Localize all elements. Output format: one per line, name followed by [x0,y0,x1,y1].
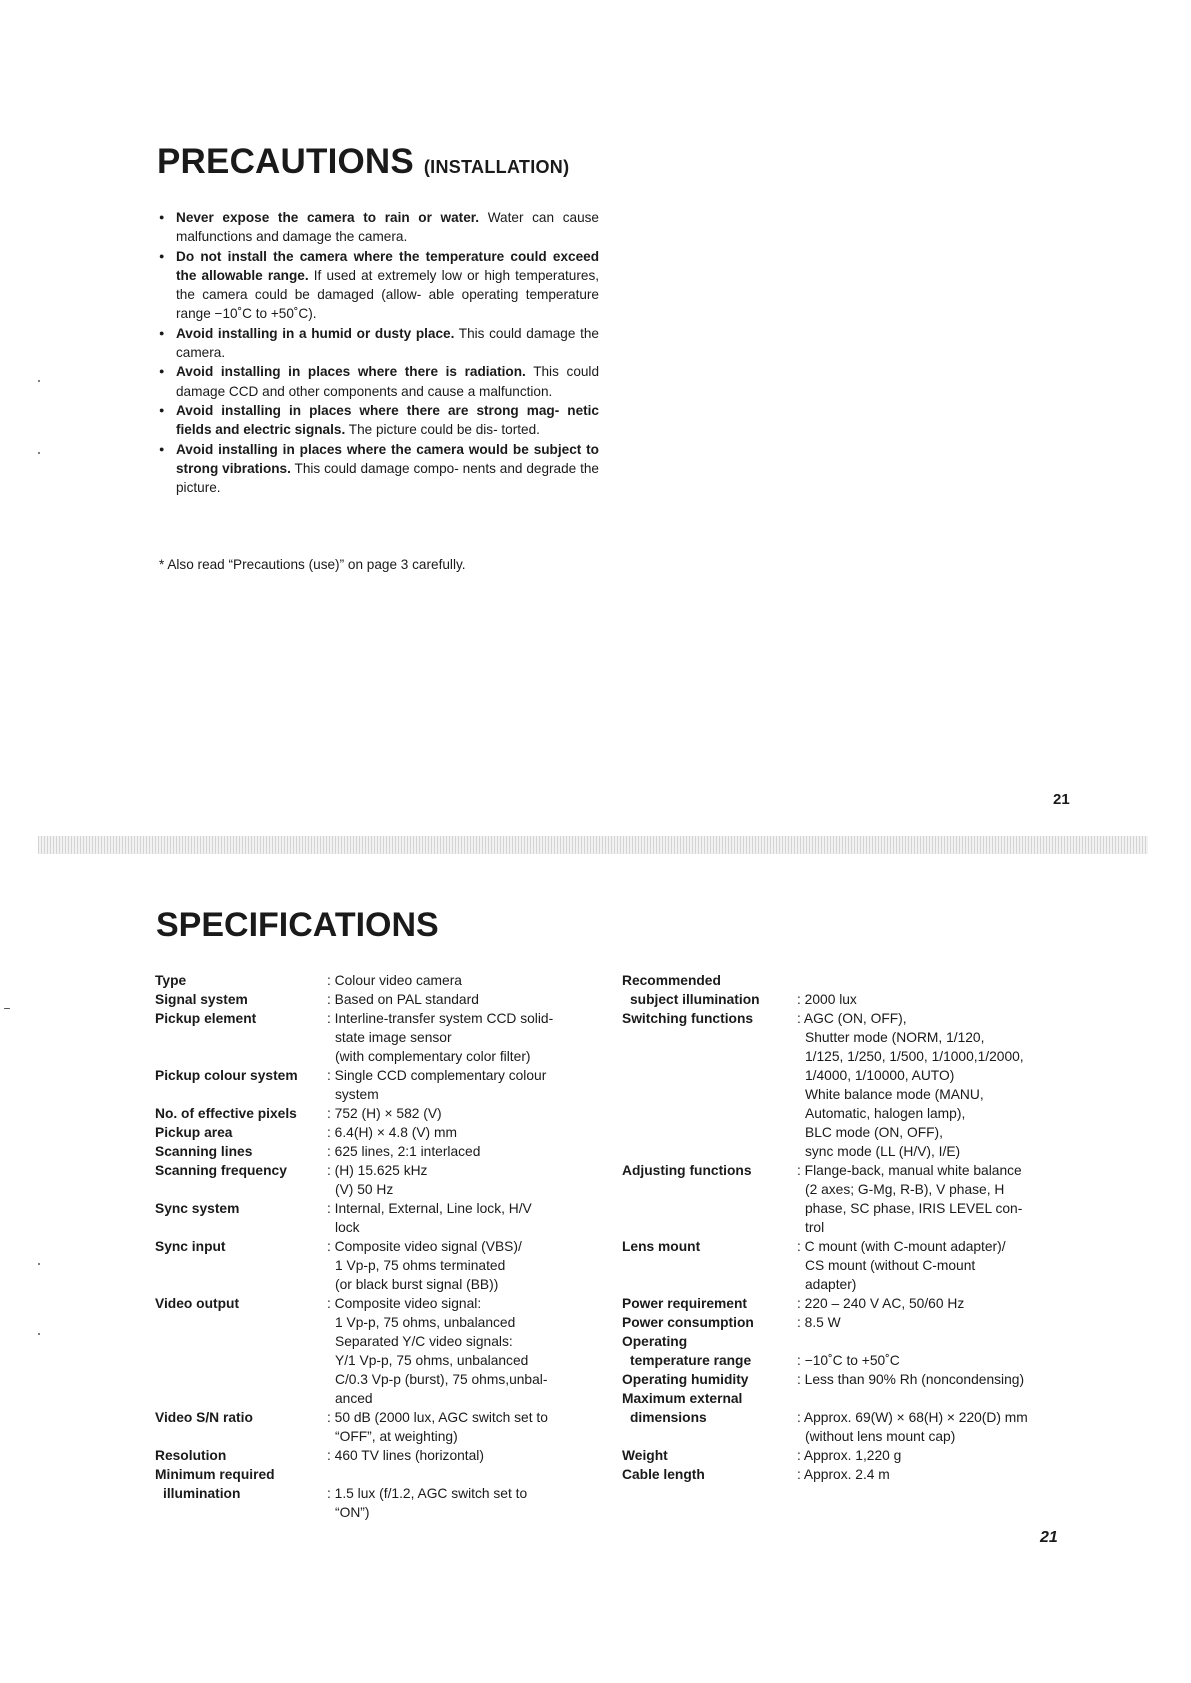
spec-label-line: Resolution [155,1448,227,1463]
spec-value-line: : Approx. 69(W) × 68(H) × 220(D) mm [797,1410,1028,1425]
spec-value [327,1446,595,1465]
spec-value-text: BLC mode (ON, OFF), [805,1125,943,1140]
spec-label [622,1446,797,1465]
spec-label-line: Maximum external [622,1391,743,1406]
spec-label [155,1009,327,1066]
spec-row [155,1142,595,1161]
spec-value-text: state image sensor [335,1030,452,1045]
spec-value-line: : −10˚C to +50˚C [797,1353,900,1368]
spec-value-line [797,1199,1072,1218]
spec-value-text: Interline-transfer system CCD solid- [334,1011,554,1026]
spec-value-text: Approx. 2.4 m [803,1467,890,1482]
spec-row [155,971,595,990]
spec-value-line: : Approx. 2.4 m [797,1467,890,1482]
spec-value [797,971,1072,1009]
spec-value-text: phase, SC phase, IRIS LEVEL con- [805,1201,1023,1216]
spec-label [155,1237,327,1294]
scan-speck [38,452,40,454]
spec-label-line: Operating humidity [622,1372,749,1387]
spec-value-line [797,1389,1072,1408]
spec-value-text: Automatic, halogen lamp), [805,1106,966,1121]
spec-label-line: Cable length [622,1467,705,1482]
page-number-top: 21 [1053,791,1070,808]
scan-speck [38,1263,40,1265]
spec-value-line [797,1047,1072,1066]
scan-speck [38,380,40,382]
precaution-bold-text: Avoid installing in places where there are strong mag- [176,402,560,418]
specifications-title: SPECIFICATIONS [156,906,439,944]
spec-value [327,1009,595,1066]
spec-value-text: system [335,1087,379,1102]
spec-value-text: 6.4(H) × 4.8 (V) mm [334,1125,457,1140]
precaution-text: Water can [487,210,555,225]
spec-value-text: 1 Vp-p, 75 ohms, unbalanced [335,1315,516,1330]
spec-value-text: trol [805,1220,825,1235]
precautions-title [157,142,569,182]
spec-value [327,1294,595,1408]
spec-value-line [797,1427,1072,1446]
spec-value-text: White balance mode (MANU, [805,1087,984,1102]
spec-value-text: −10˚C to +50˚C [804,1353,900,1368]
precautions-heading: PRECAUTIONS [157,142,414,181]
precaution-bold-text: Do not install the camera where the temperature could [176,248,547,264]
spec-label [622,1465,797,1484]
precaution-bold-text: Avoid installing in places where there is radiation. [176,364,526,380]
spec-label-line: dimensions [630,1410,707,1425]
spec-value [327,1199,595,1237]
spec-label-line: Power consumption [622,1315,754,1330]
spec-label [622,1389,797,1446]
spec-label-line: Sync input [155,1239,226,1254]
specifications-left-column [155,971,595,1522]
spec-value-line [327,1085,595,1104]
spec-label [622,1313,797,1332]
spec-row [155,1446,595,1465]
precaution-bold-text: Avoid installing in places where the camera would be [176,441,529,457]
scan-gutter-strip [38,836,1148,854]
spec-value-line: : Approx. 1,220 g [797,1448,902,1463]
spec-label [155,1066,327,1104]
spec-value-line [327,1332,595,1351]
spec-row [155,1408,595,1446]
spec-value-line: : 220 – 240 V AC, 50/60 Hz [797,1296,965,1311]
spec-value-text: C/0.3 Vp-p (burst), 75 ohms,unbal- [335,1372,548,1387]
spec-value-text: C mount (with C-mount adapter)/ [804,1239,1006,1254]
spec-value-line [327,1256,595,1275]
spec-row [155,1237,595,1294]
spec-value [797,1237,1072,1294]
spec-label-line: subject illumination [630,992,760,1007]
precaution-item [159,208,599,247]
spec-value-text: 8.5 W [804,1315,841,1330]
spec-label-line: Sync system [155,1201,240,1216]
spec-value-text: 1 Vp-p, 75 ohms terminated [335,1258,506,1273]
spec-value-text: adapter) [805,1277,857,1292]
spec-row [622,971,1072,1009]
spec-value-line: : Internal, External, Line lock, H/V [327,1201,532,1216]
spec-row [622,1313,1072,1332]
spec-value-line [797,1180,1072,1199]
spec-value-text: anced [335,1391,373,1406]
spec-label [155,1446,327,1465]
spec-value-line: : (H) 15.625 kHz [327,1163,428,1178]
spec-value-text: 625 lines, 2:1 interlaced [334,1144,481,1159]
precaution-text: torted. [501,422,540,438]
precaution-text: This could [458,325,522,341]
page-number-bottom: 21 [1040,1529,1058,1546]
spec-value-text: “OFF”, at weighting) [335,1429,458,1444]
spec-label-line: Operating [622,1334,688,1349]
spec-row [155,1066,595,1104]
spec-value-text: sync mode (LL (H/V), I/E) [805,1144,961,1159]
spec-label-line: temperature range [630,1353,752,1368]
spec-label [155,1294,327,1408]
spec-value [797,1389,1072,1446]
spec-row [155,1104,595,1123]
spec-label-line: Adjusting functions [622,1163,752,1178]
spec-value-line [797,1066,1072,1085]
spec-value [327,971,595,990]
spec-value-line [327,1028,595,1047]
spec-value-line [327,1218,595,1237]
spec-value-text: Colour video camera [334,973,462,988]
spec-value-text: CS mount (without C-mount [805,1258,976,1273]
spec-value [797,1294,1072,1313]
spec-row [622,1389,1072,1446]
precaution-text: If used at extremely low or [313,267,480,283]
spec-value-line [327,1370,595,1389]
spec-value-text: lock [335,1220,360,1235]
spec-value [327,1066,595,1104]
spec-value-line: : 625 lines, 2:1 interlaced [327,1144,481,1159]
spec-value-line [797,1123,1072,1142]
spec-value-text: (V) 50 Hz [335,1182,394,1197]
spec-value-text: Y/1 Vp-p, 75 ohms, unbalanced [335,1353,529,1368]
spec-label [622,1294,797,1313]
spec-label-line: Signal system [155,992,248,1007]
spec-row [155,1161,595,1199]
spec-value [797,1161,1072,1237]
precaution-text: nents and degrade the picture. [176,460,599,496]
spec-value-line: : Based on PAL standard [327,992,479,1007]
spec-value-text: (or black burst signal (BB)) [335,1277,499,1292]
spec-label-line: Type [155,973,187,988]
spec-label-line: Pickup element [155,1011,257,1026]
spec-value-line: : 2000 lux [797,992,857,1007]
spec-value-line [327,1275,595,1294]
spec-value [327,1104,595,1123]
spec-value [797,1370,1072,1389]
spec-value-text: Less than 90% Rh (noncondensing) [804,1372,1025,1387]
spec-value-line [797,1142,1072,1161]
spec-value-text: Composite video signal (VBS)/ [334,1239,522,1254]
spec-label [622,971,797,1009]
precautions-list [159,208,599,497]
precaution-item [159,362,599,401]
spec-row [155,1123,595,1142]
spec-value-text: 1/125, 1/250, 1/500, 1/1000,1/2000, [805,1049,1024,1064]
spec-value-line [797,1256,1072,1275]
spec-value-text: Separated Y/C video signals: [335,1334,513,1349]
spec-value-text: Flange-back, manual white balance [804,1163,1022,1178]
spec-value-line: : 752 (H) × 582 (V) [327,1106,442,1121]
spec-value-line: : Single CCD complementary colour [327,1068,547,1083]
precaution-item [159,401,599,440]
spec-label [155,1142,327,1161]
spec-label-line: illumination [163,1486,241,1501]
spec-value-line [797,1218,1072,1237]
spec-label [622,1237,797,1294]
spec-label [155,1199,327,1237]
spec-label-line: Scanning lines [155,1144,253,1159]
spec-row [622,1237,1072,1294]
precautions-note: * Also read “Precautions (use)” on page 3 carefully. [159,557,466,572]
precaution-bold-text: subject to strong vibrations. [176,441,599,476]
spec-value-text: Single CCD complementary colour [334,1068,547,1083]
spec-value-text: Approx. 69(W) × 68(H) × 220(D) mm [803,1410,1028,1425]
spec-value-line [797,971,1072,990]
spec-value-line: : Interline-transfer system CCD solid- [327,1011,554,1026]
spec-value-line [327,1465,595,1484]
spec-value-line: : Flange-back, manual white balance [797,1163,1022,1178]
spec-value [797,1009,1072,1161]
spec-value-text: AGC (ON, OFF), [803,1011,907,1026]
spec-label-line: Recommended [622,973,721,988]
spec-value-line: : 8.5 W [797,1315,841,1330]
precaution-bold-text: netic fields and electric signals. [176,402,599,438]
precaution-text: The picture could be dis- [348,422,498,438]
spec-value [327,1237,595,1294]
spec-label-line: Pickup colour system [155,1068,298,1083]
specifications-right-column [622,971,1072,1484]
spec-value-line [327,1427,595,1446]
spec-label [155,1408,327,1446]
spec-value-text: (2 axes; G-Mg, R-B), V phase, H [805,1182,1005,1197]
spec-value [797,1446,1072,1465]
spec-row [155,1199,595,1237]
spec-value-line: : 50 dB (2000 lux, AGC switch set to [327,1410,548,1425]
spec-value-line: : Composite video signal: [327,1296,482,1311]
spec-label [622,1332,797,1370]
spec-row [622,1009,1072,1161]
precaution-bold-text: Avoid installing in a humid or dusty place. [176,325,455,341]
spec-label-line: Scanning frequency [155,1163,287,1178]
spec-value-text: Composite video signal: [334,1296,482,1311]
precaution-bold-text: exceed the allowable range. [176,248,599,283]
spec-value-text: (with complementary color filter) [335,1049,531,1064]
spec-value-line [327,1313,595,1332]
spec-label-line: Power requirement [622,1296,747,1311]
spec-label [155,1161,327,1199]
spec-value [327,1161,595,1199]
spec-value-line: : Composite video signal (VBS)/ [327,1239,522,1254]
spec-value-line: : Colour video camera [327,973,462,988]
spec-value-text: 50 dB (2000 lux, AGC switch set to [334,1410,548,1425]
spec-value-line [327,1351,595,1370]
precaution-text: able operating temperature range −10˚C to +50˚C). [176,287,599,322]
spec-label-line: Video S/N ratio [155,1410,253,1425]
spec-value-line: : C mount (with C-mount adapter)/ [797,1239,1006,1254]
spec-label-line: Minimum required [155,1467,275,1482]
spec-value [327,1123,595,1142]
spec-value [797,1465,1072,1484]
spec-row [622,1465,1072,1484]
spec-row [155,990,595,1009]
spec-value-text: 752 (H) × 582 (V) [334,1106,442,1121]
spec-value-line [797,1332,1072,1351]
spec-label-line: Switching functions [622,1011,754,1026]
spec-value-line: : AGC (ON, OFF), [797,1011,907,1026]
spec-row [622,1294,1072,1313]
spec-row [155,1294,595,1408]
precaution-text: could damage CCD and other components and cause a [176,364,600,399]
spec-value [797,1313,1072,1332]
spec-label-line: No. of effective pixels [155,1106,297,1121]
precaution-item [159,324,599,363]
spec-value-text: Approx. 1,220 g [803,1448,902,1463]
spec-value-line [327,1503,595,1522]
spec-value-line [797,1104,1072,1123]
spec-value-text: 220 – 240 V AC, 50/60 Hz [804,1296,965,1311]
precaution-text: This could damage compo- [294,460,459,476]
spec-row [155,1009,595,1066]
precaution-text: damage the camera. [176,325,599,361]
spec-label [622,1009,797,1161]
precaution-text: malfunction. [479,383,553,399]
spec-value-line: : 460 TV lines (horizontal) [327,1448,484,1463]
spec-value-line: : 1.5 lux (f/1.2, AGC switch set to [327,1486,528,1501]
precaution-bold-text: Never expose the camera to rain or water. [176,210,480,225]
precaution-item [159,440,599,498]
spec-value [327,1408,595,1446]
spec-value [327,1465,595,1522]
spec-value-text: 2000 lux [804,992,857,1007]
spec-value-line [797,1085,1072,1104]
spec-row [155,1465,595,1522]
spec-value-line [327,1047,595,1066]
spec-value-line [797,1275,1072,1294]
spec-value-line [327,1180,595,1199]
spec-label [155,1104,327,1123]
precaution-text: cause malfunctions and damage the camera. [176,210,599,245]
spec-value-line: : 6.4(H) × 4.8 (V) mm [327,1125,457,1140]
precautions-subtitle: (INSTALLATION) [423,157,570,177]
spec-value-text: Shutter mode (NORM, 1/120, [805,1030,985,1045]
spec-value-text: Internal, External, Line lock, H/V [334,1201,532,1216]
spec-row [622,1332,1072,1370]
spec-label-line: Weight [622,1448,668,1463]
spec-value-text: “ON”) [335,1505,370,1520]
spec-label-line: Video output [155,1296,240,1311]
spec-label-line: Pickup area [155,1125,233,1140]
spec-value-text: (without lens mount cap) [805,1429,956,1444]
precaution-text: This [533,364,559,380]
spec-label [622,1161,797,1237]
spec-value [327,990,595,1009]
spec-value-text: 460 TV lines (horizontal) [334,1448,484,1463]
spec-row [622,1370,1072,1389]
spec-value-line [797,1028,1072,1047]
spec-value-line: : Less than 90% Rh (noncondensing) [797,1372,1025,1387]
scan-speck [4,1008,10,1009]
spec-value [327,1142,595,1161]
spec-value-text: 1/4000, 1/10000, AUTO) [805,1068,955,1083]
spec-value-text: 1.5 lux (f/1.2, AGC switch set to [334,1486,528,1501]
spec-label [622,1370,797,1389]
spec-label [155,990,327,1009]
precaution-item [159,247,599,324]
scan-speck [38,1333,40,1335]
spec-label [155,1465,327,1522]
precaution-text: high temperatures, the camera could be damaged (allow- [176,267,600,303]
spec-value-text: Based on PAL standard [334,992,479,1007]
spec-value-line [327,1389,595,1408]
spec-label [155,1123,327,1142]
spec-value [797,1332,1072,1370]
spec-value-text: (H) 15.625 kHz [334,1163,428,1178]
spec-label-line: Lens mount [622,1239,701,1254]
spec-row [622,1446,1072,1465]
spec-row [622,1161,1072,1237]
spec-label [155,971,327,990]
